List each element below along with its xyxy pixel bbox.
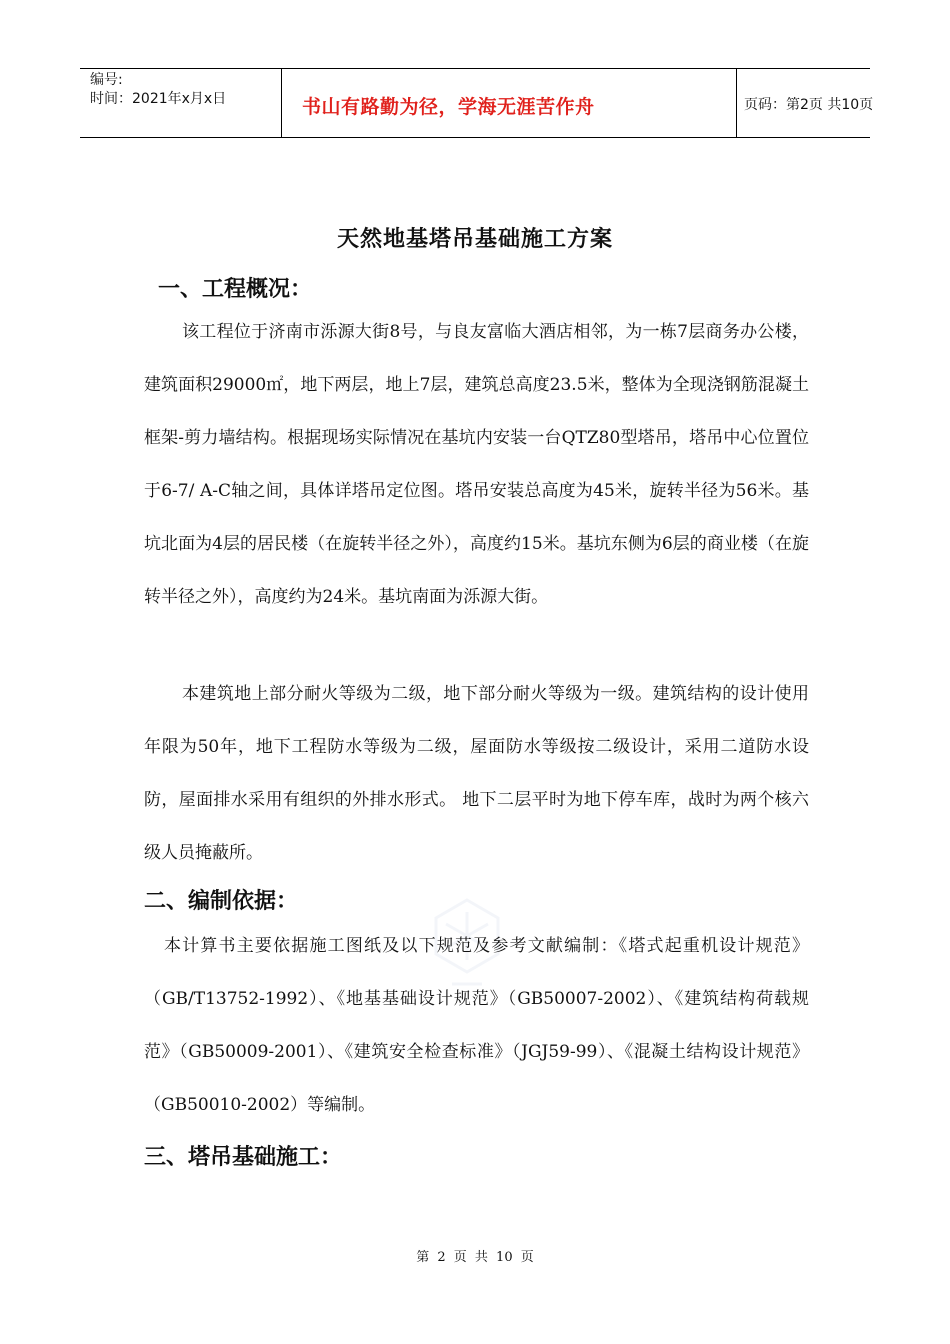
document-title: 天然地基塔吊基础施工方案 (336, 226, 613, 252)
paragraph-text: 本建筑地上部分耐火等级为二级，地下部分耐火等级为一级。建筑结构的设计使用年限为50年，地下工程防水等级为二级，屋面防水等级按二级设计，采用二道防水设防，屋面排水采用有组织的外排水形式。 地下二层平时为地下停车库，战时为两个核六级人员掩蔽所。 (144, 684, 809, 863)
section2-heading: 二、编制依据： (144, 889, 299, 914)
section1-paragraph2 (144, 668, 809, 880)
header-page-info: 页码：第2页 共10页 (744, 97, 874, 113)
section1-heading: 一、工程概况： (158, 277, 313, 302)
paragraph-text: 本计算书主要依据施工图纸及以下规范及参考文献编制：《塔式起重机设计规范》（GB/T13752-1992）、《地基基础设计规范》（GB50007-2002）、《建筑结构荷载规范》（GB50009-2001）、《建筑安全检查标准》（JGJ59-99）、《混凝土结构设计规范》（GB50010-2002）等编制。 (144, 936, 809, 1115)
time-label: 时间：2021年x月x日 (90, 91, 227, 107)
page-footer: 第 2 页 共 10 页 (416, 1250, 534, 1265)
header-left-cell (80, 69, 281, 137)
section3-heading: 三、塔吊基础施工： (144, 1145, 343, 1170)
section1-paragraph1 (144, 306, 809, 624)
header-motto-cell (281, 69, 737, 137)
header-page-cell (736, 69, 874, 137)
motto-text: 书山有路勤为径，学海无涯苦作舟 (302, 96, 595, 118)
section2-paragraph (144, 920, 809, 1132)
serial-label: 编号: (90, 72, 123, 88)
paragraph-text: 该工程位于济南市泺源大街8号，与良友富临大酒店相邻，为一栋7层商务办公楼，建筑面积29000㎡，地下两层，地上7层，建筑总高度23.5米，整体为全现浇钢筋混凝土框架-剪力墙结构。根据现场实际情况在基坑内安装一台QTZ80型塔吊，塔吊中心位置位于6-7/ A-C轴之间，具体详塔吊定位图。塔吊安装总高度为45米，旋转半径为56米。基坑北面为4层的居民楼（在旋转半径之外），高度约15米。基坑东侧为6层的商业楼（在旋转半径之外），高度约为24米。基坑南面为泺源大街。 (144, 322, 809, 607)
page-header (80, 68, 874, 138)
